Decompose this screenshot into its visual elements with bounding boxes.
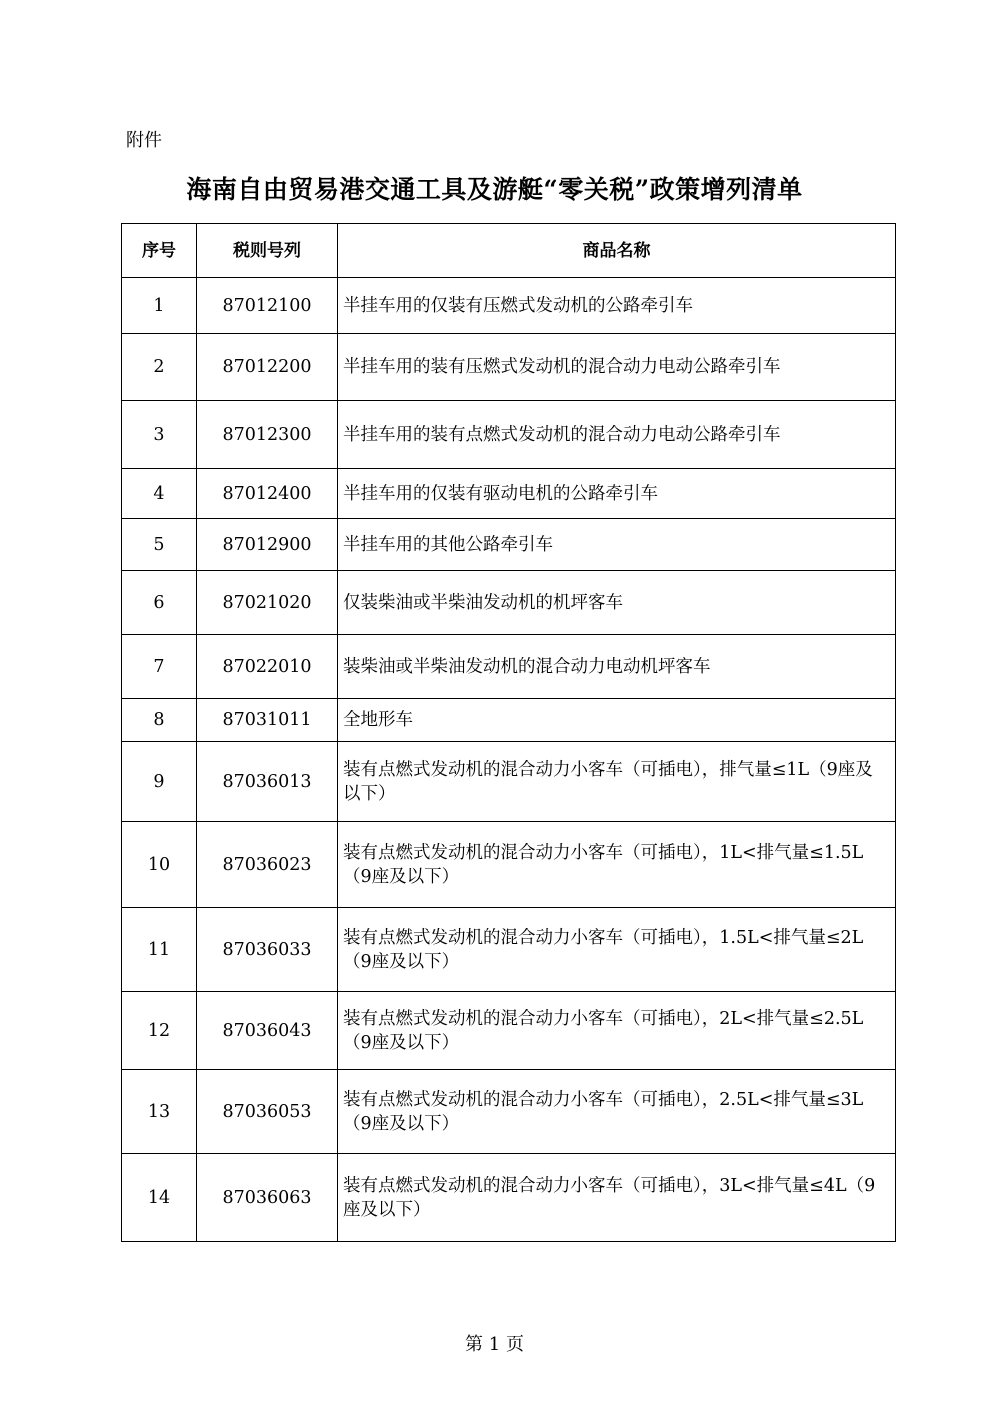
tariff-code: 87012900 [197, 519, 338, 571]
table-row [122, 635, 896, 699]
product-name: 装有点燃式发动机的混合动力小客车（可插电），排气量≤1L（9座及以下） [338, 742, 896, 822]
table-row [122, 908, 896, 992]
header-serial-number: 序号 [122, 224, 197, 278]
tariff-code: 87031011 [197, 699, 338, 742]
table-row [122, 334, 896, 401]
tariff-code: 87036013 [197, 742, 338, 822]
row-number: 4 [122, 469, 197, 519]
product-name: 全地形车 [338, 699, 896, 742]
row-number: 1 [122, 278, 197, 334]
product-name: 半挂车用的仅装有压燃式发动机的公路牵引车 [338, 278, 896, 334]
table-row [122, 1070, 896, 1154]
tariff-code: 87012300 [197, 401, 338, 469]
row-number: 10 [122, 822, 197, 908]
product-name: 半挂车用的仅装有驱动电机的公路牵引车 [338, 469, 896, 519]
tariff-code: 87022010 [197, 635, 338, 699]
product-name: 半挂车用的装有点燃式发动机的混合动力电动公路牵引车 [338, 401, 896, 469]
product-name: 装有点燃式发动机的混合动力小客车（可插电），2.5L<排气量≤3L（9座及以下） [338, 1070, 896, 1154]
product-name: 装柴油或半柴油发动机的混合动力电动机坪客车 [338, 635, 896, 699]
table-row [122, 571, 896, 635]
product-name: 半挂车用的装有压燃式发动机的混合动力电动公路牵引车 [338, 334, 896, 401]
product-name: 装有点燃式发动机的混合动力小客车（可插电），3L<排气量≤4L（9座及以下） [338, 1154, 896, 1242]
table-row [122, 992, 896, 1070]
document-title: 海南自由贸易港交通工具及游艇“零关税”政策增列清单 [186, 175, 803, 204]
table-row [122, 401, 896, 469]
table-row [122, 278, 896, 334]
row-number: 5 [122, 519, 197, 571]
table-header-row [122, 224, 896, 278]
row-number: 3 [122, 401, 197, 469]
table-row [122, 699, 896, 742]
tariff-code: 87036023 [197, 822, 338, 908]
row-number: 2 [122, 334, 197, 401]
row-number: 13 [122, 1070, 197, 1154]
tariff-code: 87012200 [197, 334, 338, 401]
row-number: 11 [122, 908, 197, 992]
table-row [122, 519, 896, 571]
product-name: 装有点燃式发动机的混合动力小客车（可插电），1L<排气量≤1.5L（9座及以下） [338, 822, 896, 908]
table-row [122, 742, 896, 822]
row-number: 7 [122, 635, 197, 699]
row-number: 14 [122, 1154, 197, 1242]
table-row [122, 1154, 896, 1242]
tariff-code: 87012400 [197, 469, 338, 519]
tariff-code: 87036053 [197, 1070, 338, 1154]
header-tariff-code: 税则号列 [197, 224, 338, 278]
header-product-name: 商品名称 [338, 224, 896, 278]
tariff-code: 87036043 [197, 992, 338, 1070]
product-name: 仅装柴油或半柴油发动机的机坪客车 [338, 571, 896, 635]
attachment-label: 附件 [126, 130, 162, 151]
table-row [122, 822, 896, 908]
page-number: 第 1 页 [465, 1334, 524, 1355]
tariff-list-table [121, 223, 896, 1242]
row-number: 12 [122, 992, 197, 1070]
row-number: 6 [122, 571, 197, 635]
row-number: 8 [122, 699, 197, 742]
tariff-code: 87021020 [197, 571, 338, 635]
product-name: 半挂车用的其他公路牵引车 [338, 519, 896, 571]
tariff-code: 87012100 [197, 278, 338, 334]
row-number: 9 [122, 742, 197, 822]
tariff-code: 87036033 [197, 908, 338, 992]
product-name: 装有点燃式发动机的混合动力小客车（可插电），2L<排气量≤2.5L（9座及以下） [338, 992, 896, 1070]
product-name: 装有点燃式发动机的混合动力小客车（可插电），1.5L<排气量≤2L（9座及以下） [338, 908, 896, 992]
tariff-code: 87036063 [197, 1154, 338, 1242]
table-row [122, 469, 896, 519]
